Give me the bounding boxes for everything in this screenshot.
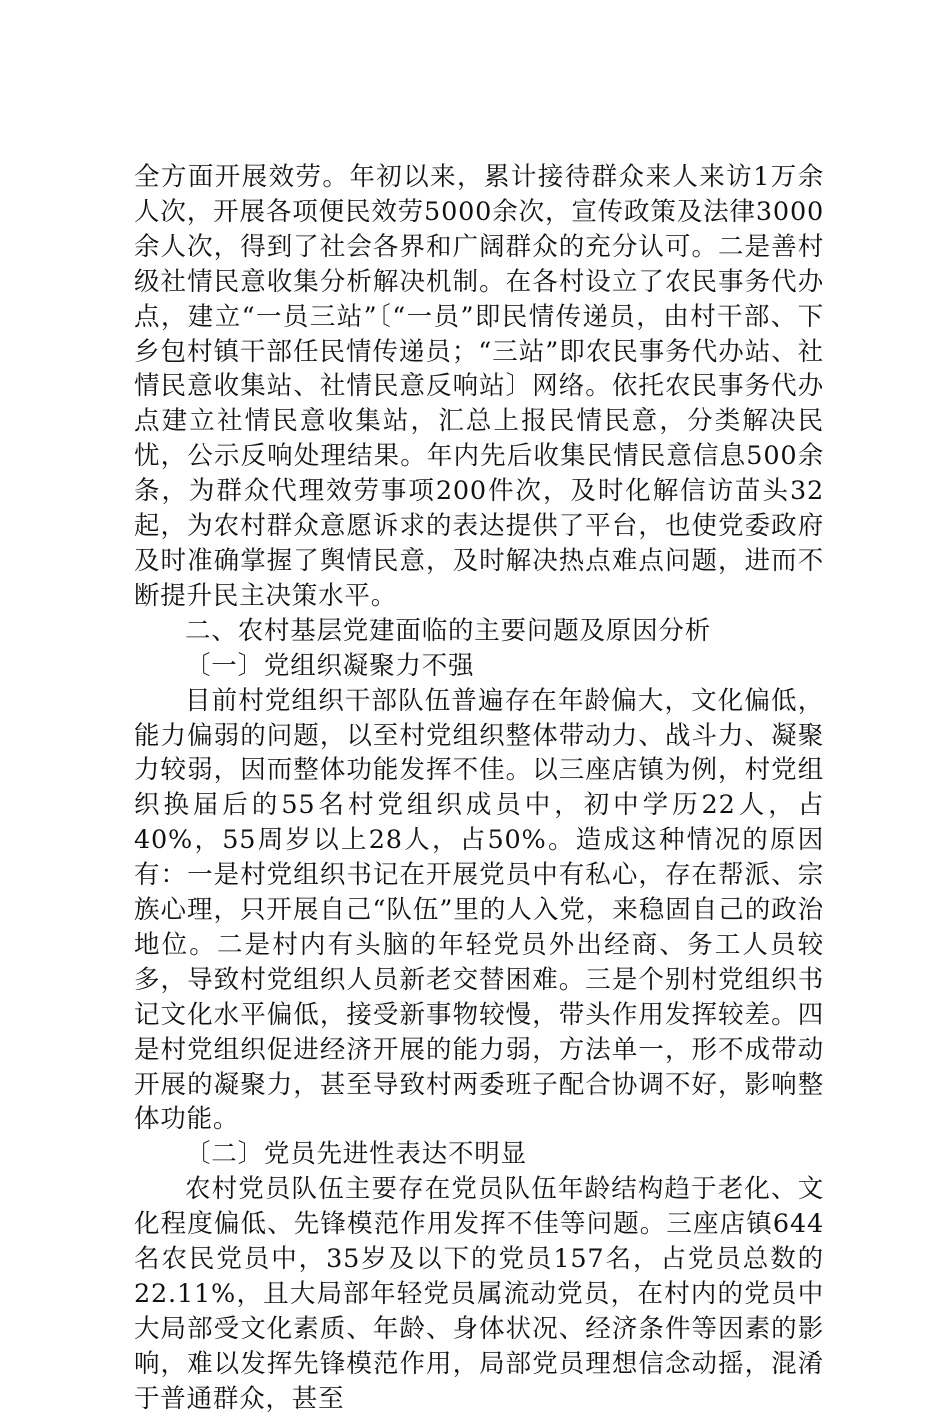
body-paragraph: 全方面开展效劳。年初以来，累计接待群众来人来访1万余人次，开展各项便民效劳5000余次，宣传政策及法律3000余人次，得到了社会各界和广阔群众的充分认可。二是善村级社情民意收集分析解决机制。在各村设立了农民事务代办点，建立“一员三站”〔“一员”即民情传递员，由村干部、下乡包村镇干部任民情传递员；“三站”即农民事务代办站、社情民意收集站、社情民意反响站〕网络。依托农民事务代办点建立社情民意收集站，汇总上报民情民意，分类解决民忧，公示反响处理结果。年内先后收集民情民意信息500余条，为群众代理效劳事项200件次，及时化解信访苗头32起，为农村群众意愿诉求的表达提供了平台，也使党委政府及时准确掌握了舆情民意，及时解决热点难点问题，进而不断提升民主决策水平。 [134, 162, 824, 611]
body-paragraph: 目前村党组织干部队伍普遍存在年龄偏大，文化偏低，能力偏弱的问题，以至村党组织整体带动力、战斗力、凝聚力较弱，因而整体功能发挥不佳。以三座店镇为例，村党组织换届后的55名村党组织成员中，初中学历22人，占40%，55周岁以上28人，占50%。造成这种情况的原因有：一是村党组织书记在开展党员中有私心，存在帮派、宗族心理，只开展自己“队伍”里的人入党，来稳固自己的政治地位。二是村内有头脑的年轻党员外出经商、务工人员较多，导致村党组织人员新老交替困难。三是个别村党组织书记文化水平偏低，接受新事物较慢，带头作用发挥较差。四是村党组织促进经济开展的能力弱，方法单一，形不成带动开展的凝聚力，甚至导致村两委班子配合协调不好，影响整体功能。 [134, 685, 824, 1135]
subsection-heading: 〔一〕党组织凝聚力不强 [185, 650, 475, 681]
body-paragraph: 农村党员队伍主要存在党员队伍年龄结构趋于老化、文化程度偏低、先锋模范作用发挥不佳等问题。三座店镇644名农民党员中，35岁及以下的党员157名，占党员总数的22.11%，且大局部年轻党员属流动党员，在村内的党员中大局部受文化素质、年龄、身体状况、经济条件等因素的影响，难以发挥先锋模范作用，局部党员理想信念动摇，混淆于普通群众，甚至 [134, 1174, 824, 1414]
subsection-heading: 〔二〕党员先进性表达不明显 [185, 1139, 527, 1170]
section-heading: 二、农村基层党建面临的主要问题及原因分析 [185, 615, 712, 646]
document-body [134, 160, 824, 1417]
